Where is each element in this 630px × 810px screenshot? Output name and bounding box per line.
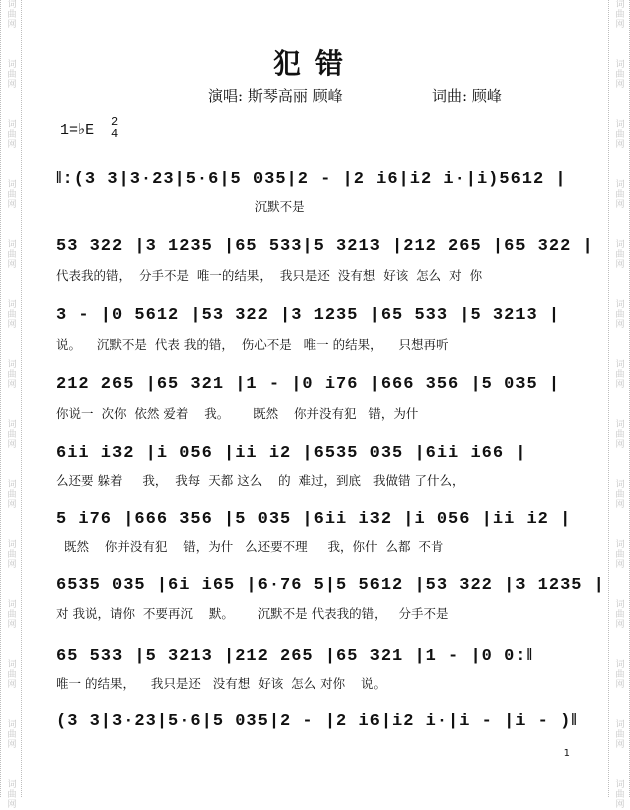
watermark-text: 词 曲 网 xyxy=(7,720,17,750)
lyric-row-5: 么还要 躲着 我， 我每 天都 这么 的 难过，到底 我做错 了什么， xyxy=(56,473,465,488)
left-watermark-strip xyxy=(0,0,22,810)
watermark-text: 词 曲 网 xyxy=(7,780,17,810)
time-signature xyxy=(111,116,118,140)
watermark-text: 词 曲 网 xyxy=(615,240,625,270)
watermark-text: 词 曲 网 xyxy=(7,0,17,30)
watermark-text: 词 曲 网 xyxy=(615,600,625,630)
watermark-text: 词 曲 网 xyxy=(7,360,17,390)
notation-row-5: 6ii i32 |i 056 |ii i2 |6535 035 |6ii i66 | xyxy=(56,444,527,463)
time-signature-bottom: 4 xyxy=(111,127,119,141)
notation-row-9: (3 3|3·23|5·6|5 035|2 - |2 i6|i2 i·|i - |i - )‖ xyxy=(56,712,578,731)
watermark-text: 词 曲 网 xyxy=(615,720,625,750)
watermark-text: 词 曲 网 xyxy=(615,780,625,810)
notation-row-7: 6535 035 |6i i65 |6·76 5|5 5612 |53 322 |3 1235 | xyxy=(56,576,605,595)
notation-row-1: ‖:(3 3|3·23|5·6|5 035|2 - |2 i6|i2 i·|i)5612 | xyxy=(56,170,567,189)
watermark-text: 词 曲 网 xyxy=(7,180,17,210)
watermark-text: 词 曲 网 xyxy=(615,60,625,90)
notation-row-4: 212 265 |65 321 |1 - |0 i76 |666 356 |5 035 | xyxy=(56,375,561,394)
watermark-text: 词 曲 网 xyxy=(615,180,625,210)
right-watermark-strip xyxy=(608,0,630,810)
lyric-row-7: 对 我说，请你 不要再沉 默。 沉默不是 代表我的错， 分手不是 xyxy=(56,606,449,621)
watermark-text: 词 曲 网 xyxy=(7,240,17,270)
watermark-text: 词 曲 网 xyxy=(7,660,17,690)
watermark-text: 词 曲 网 xyxy=(7,480,17,510)
time-signature-top: 2 xyxy=(111,115,119,129)
songwriter-credit: 词曲: 顾峰 xyxy=(432,87,502,105)
watermark-text: 词 曲 网 xyxy=(7,420,17,450)
watermark-text: 词 曲 网 xyxy=(615,480,625,510)
lyric-row-3: 说。 沉默不是 代表 我的错， 伤心不是 唯一 的结果， 只想再听 xyxy=(56,337,449,352)
watermark-text: 词 曲 网 xyxy=(7,60,17,90)
notation-row-8: 65 533 |5 3213 |212 265 |65 321 |1 - |0 0:‖ xyxy=(56,647,533,666)
watermark-text: 词 曲 网 xyxy=(7,540,17,570)
watermark-text: 词 曲 网 xyxy=(615,120,625,150)
watermark-text: 词 曲 网 xyxy=(7,600,17,630)
song-title: 犯错 xyxy=(272,47,357,80)
watermark-text: 词 曲 网 xyxy=(7,120,17,150)
lyric-row-4: 你说一 次你 依然 爱着 我。 既然 你并没有犯 错，为什 xyxy=(56,406,419,421)
notation-row-3: 3 - |0 5612 |53 322 |3 1235 |65 533 |5 3213 | xyxy=(56,306,561,325)
singer-credit: 演唱: 斯琴高丽 顾峰 xyxy=(208,87,343,105)
notation-row-6: 5 i76 |666 356 |5 035 |6ii i32 |i 056 |ii i2 | xyxy=(56,510,572,529)
lyric-row-1: 沉默不是 xyxy=(56,199,305,214)
watermark-text: 词 曲 网 xyxy=(615,540,625,570)
lyric-row-2: 代表我的错， 分手不是 唯一的结果， 我只是还 没有想 好该 怎么 对 你 xyxy=(56,268,483,283)
key-signature: 1=♭E xyxy=(60,122,95,139)
watermark-text: 词 曲 网 xyxy=(615,360,625,390)
watermark-text: 词 曲 网 xyxy=(615,300,625,330)
watermark-text: 词 曲 网 xyxy=(615,0,625,30)
watermark-text: 词 曲 网 xyxy=(615,660,625,690)
watermark-text: 词 曲 网 xyxy=(615,420,625,450)
watermark-text: 词 曲 网 xyxy=(7,300,17,330)
page-number: 1 xyxy=(563,748,570,759)
lyric-row-6: 既然 你并没有犯 错，为什 么还要不理 我，你什 么都 不肯 xyxy=(56,539,444,554)
lyric-row-8: 唯一 的结果， 我只是还 没有想 好该 怎么 对你 说。 xyxy=(56,676,387,691)
notation-row-2: 53 322 |3 1235 |65 533|5 3213 |212 265 |65 322 | xyxy=(56,237,594,256)
